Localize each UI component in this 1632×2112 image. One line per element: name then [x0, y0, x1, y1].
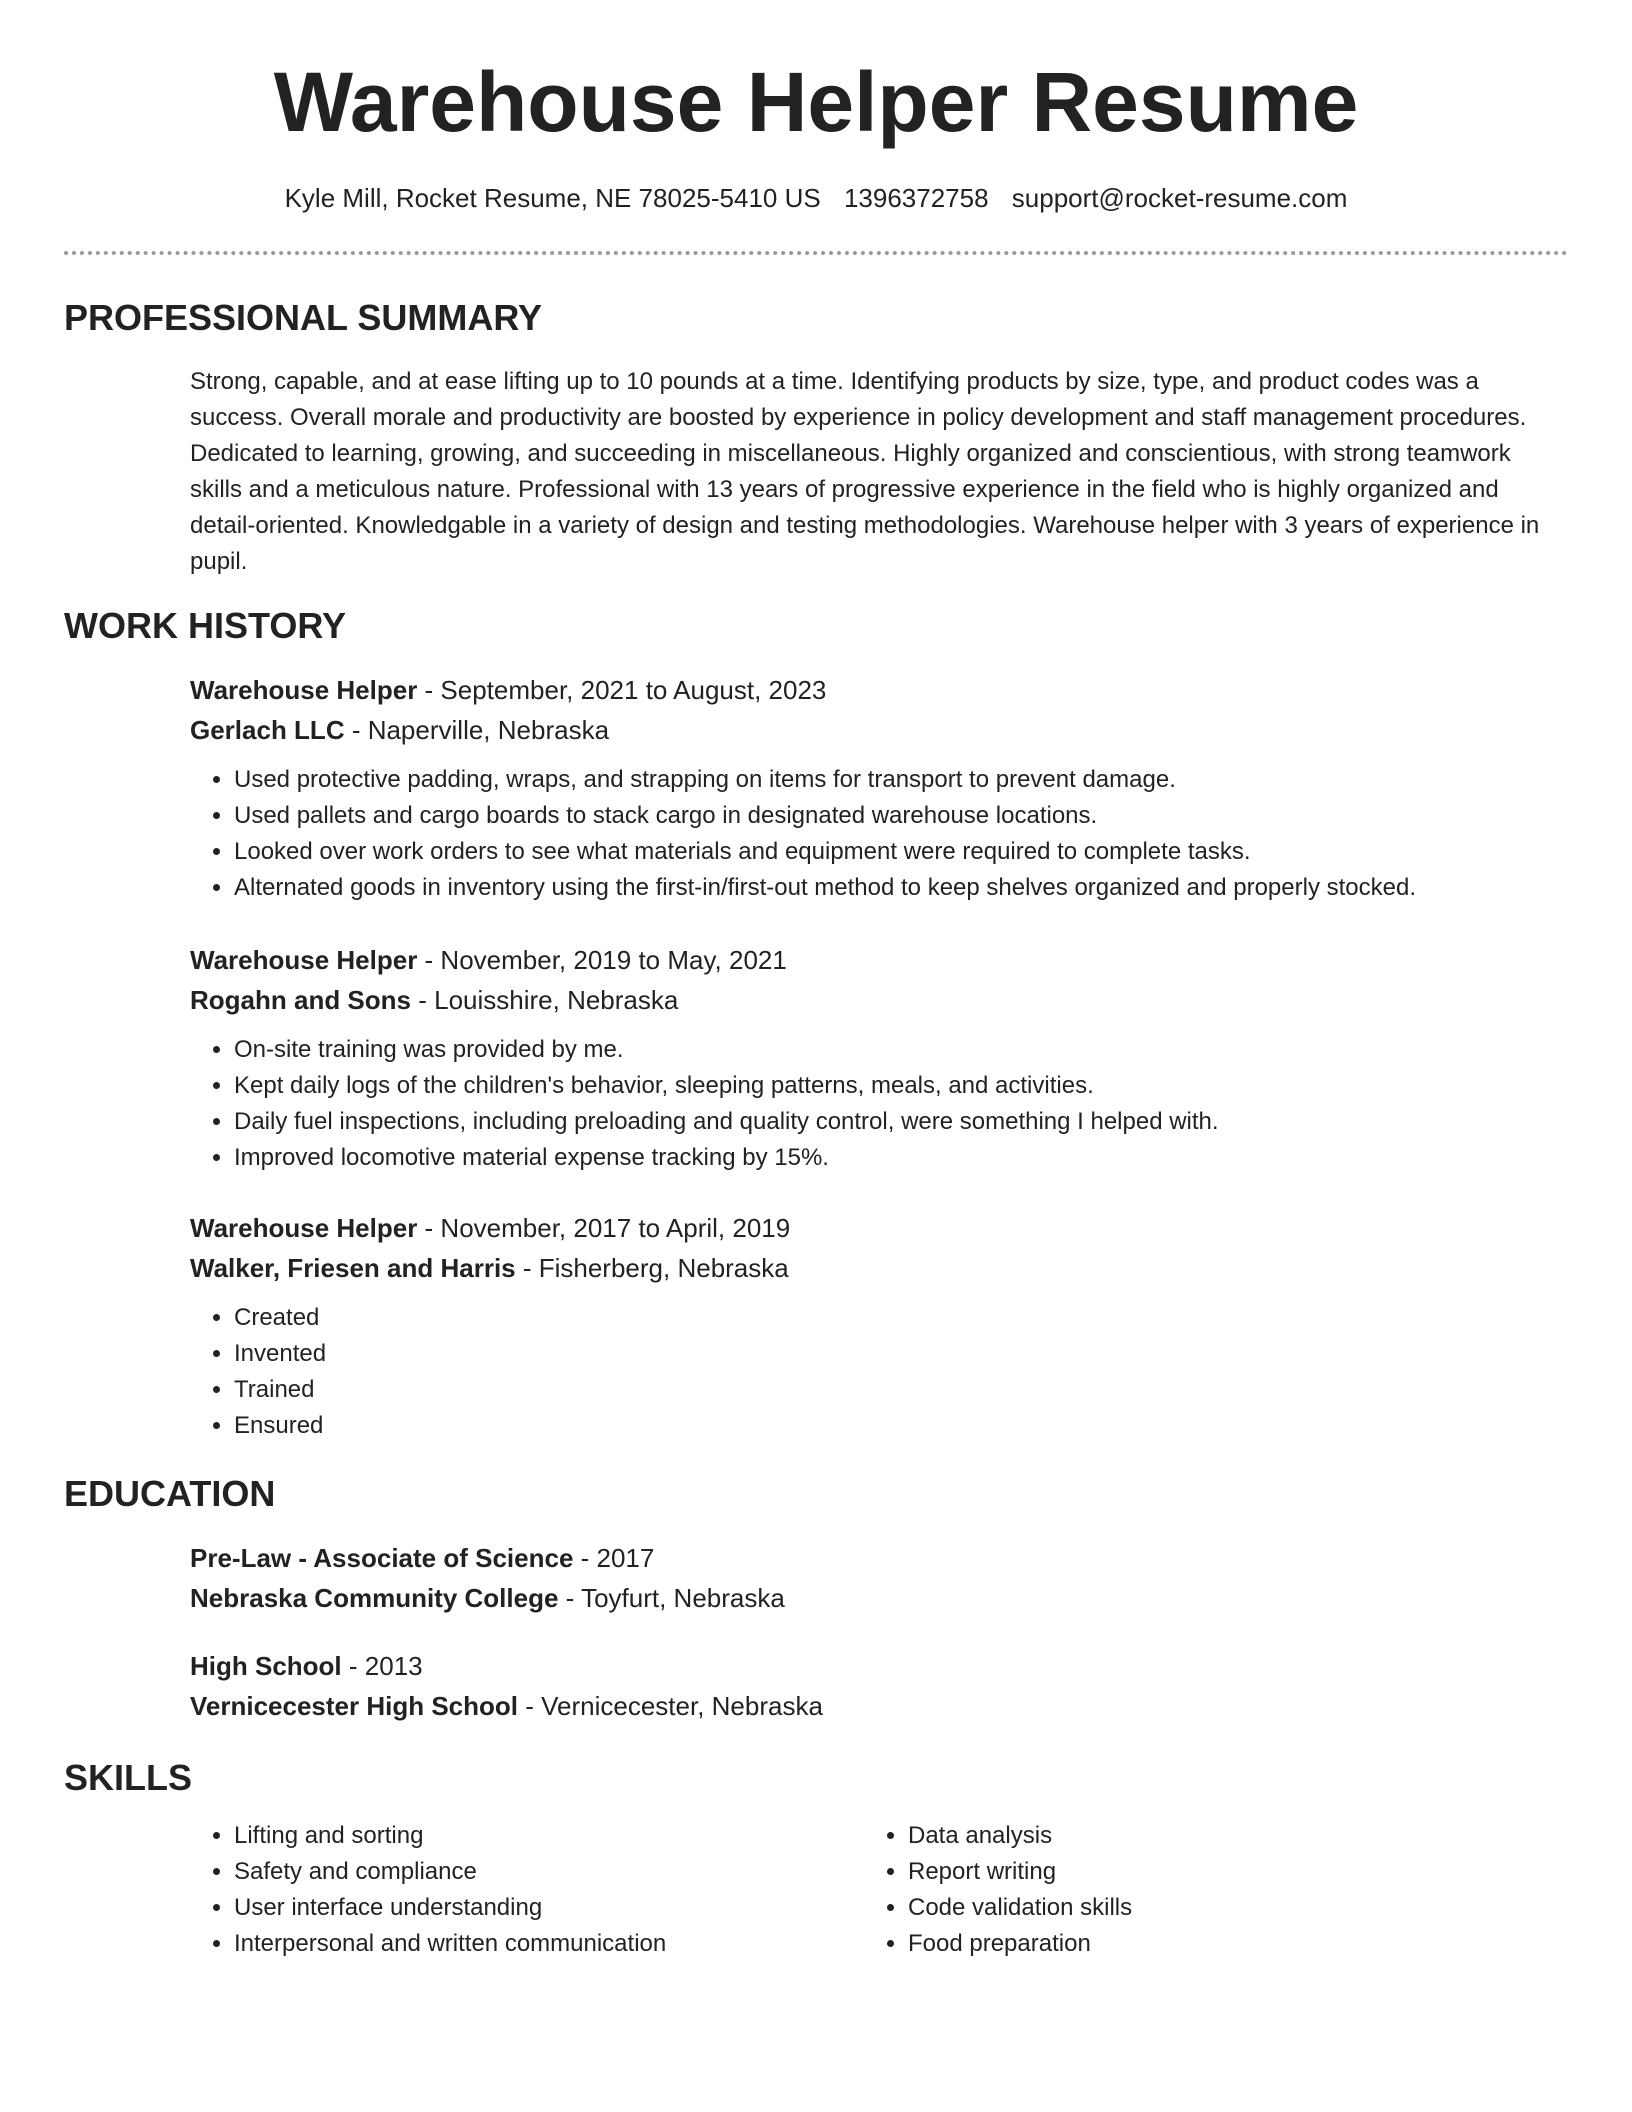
education-year: - 2017	[573, 1543, 655, 1573]
job-company-line	[190, 980, 1560, 1020]
job-bullet: • Used protective padding, wraps, and strapping on items for transport to prevent damage.	[234, 762, 1560, 798]
education-location: - Vernicecester, Nebraska	[518, 1691, 823, 1721]
job-bullets	[190, 762, 1560, 906]
summary-section	[190, 364, 1560, 580]
job-bullet: • On-site training was provided by me.	[234, 1032, 1560, 1068]
job-bullet: • Trained	[234, 1372, 1560, 1408]
job-bullet: • Alternated goods in inventory using the first-in/first-out method to keep shelves organized and properly stocked.	[234, 870, 1560, 906]
job-company: Gerlach LLC	[190, 715, 345, 745]
job-dates: - November, 2017 to April, 2019	[417, 1213, 791, 1243]
job-title: Warehouse Helper	[190, 945, 418, 975]
job-entry	[190, 940, 1560, 1176]
job-bullet: • Created	[234, 1300, 1560, 1336]
job-company: Walker, Friesen and Harris	[190, 1253, 516, 1283]
job-bullet: • Daily fuel inspections, including preloading and quality control, were something I helped with.	[234, 1104, 1560, 1140]
job-dates: - September, 2021 to August, 2023	[417, 675, 827, 705]
job-location: - Fisherberg, Nebraska	[515, 1253, 789, 1283]
job-entry	[190, 1208, 1560, 1444]
job-location: - Louisshire, Nebraska	[411, 985, 679, 1015]
resume-title: Warehouse Helper Resume	[273, 55, 1359, 149]
summary-text: Strong, capable, and at ease lifting up to 10 pounds at a time. Identifying products by size, type, and product codes was a success. Overall morale and productivity are boosted by experience in policy development and staff management procedures. Dedicated to learning, growing, and succeeding in miscellaneous. Highly organized and conscientious, with strong teamwork skills and a meticulous nature. Professional with 13 years of progressive experience in the field who is highly organized and detail-oriented. Knowledgable in a variety of design and testing methodologies. Warehouse helper with 3 years of experience in pupil.	[190, 368, 1540, 575]
work-history-heading: WORK HISTORY	[64, 605, 347, 646]
skill-item: • Safety and compliance	[234, 1854, 810, 1890]
education-school: Vernicecester High School	[190, 1691, 519, 1721]
job-bullet: • Used pallets and cargo boards to stack cargo in designated warehouse locations.	[234, 798, 1560, 834]
skills-bullets	[190, 1818, 810, 1962]
skill-item: • Code validation skills	[908, 1890, 1484, 1926]
job-company-line	[190, 1248, 1560, 1288]
job-bullet: • Looked over work orders to see what materials and equipment were required to complete tasks.	[234, 834, 1560, 870]
job-bullet: • Invented	[234, 1336, 1560, 1372]
education-degree: Pre-Law - Associate of Science	[190, 1543, 574, 1573]
contact-line	[0, 180, 1632, 216]
job-bullet: • Kept daily logs of the children's behavior, sleeping patterns, meals, and activities.	[234, 1068, 1560, 1104]
contact-email: support@rocket-resume.com	[1011, 183, 1348, 213]
job-bullet: • Ensured	[234, 1408, 1560, 1444]
job-company: Rogahn and Sons	[190, 985, 411, 1015]
skill-item: • Data analysis	[908, 1818, 1484, 1854]
education-degree-line	[190, 1538, 1560, 1578]
job-location: - Naperville, Nebraska	[344, 715, 610, 745]
job-title: Warehouse Helper	[190, 1213, 418, 1243]
education-school-line	[190, 1578, 1560, 1618]
job-dates: - November, 2019 to May, 2021	[417, 945, 787, 975]
summary-heading: PROFESSIONAL SUMMARY	[64, 297, 543, 338]
job-company-line	[190, 710, 1560, 750]
education-year: - 2013	[341, 1651, 423, 1681]
education-school: Nebraska Community College	[190, 1583, 559, 1613]
job-bullets	[190, 1300, 1560, 1444]
skills-bullets	[864, 1818, 1484, 1962]
job-title-line	[190, 670, 1560, 710]
job-bullets	[190, 1032, 1560, 1176]
job-title-line	[190, 940, 1560, 980]
skill-item: • Report writing	[908, 1854, 1484, 1890]
job-bullet: • Improved locomotive material expense tracking by 15%.	[234, 1140, 1560, 1176]
education-entry	[190, 1646, 1560, 1726]
contact-address: Kyle Mill, Rocket Resume, NE 78025-5410 US	[284, 183, 821, 213]
skill-item: • Interpersonal and written communication	[234, 1926, 810, 1962]
education-degree-line	[190, 1646, 1560, 1686]
education-degree: High School	[190, 1651, 342, 1681]
education-school-line	[190, 1686, 1560, 1726]
education-location: - Toyfurt, Nebraska	[558, 1583, 785, 1613]
contact-phone: 1396372758	[843, 183, 989, 213]
skill-item: • User interface understanding	[234, 1890, 810, 1926]
skill-item: • Food preparation	[908, 1926, 1484, 1962]
education-entry	[190, 1538, 1560, 1618]
skill-item: • Lifting and sorting	[234, 1818, 810, 1854]
job-entry	[190, 670, 1560, 906]
header-divider	[64, 251, 1568, 255]
education-heading: EDUCATION	[64, 1473, 276, 1514]
skills-list-left	[190, 1818, 810, 1962]
job-title-line	[190, 1208, 1560, 1248]
skills-heading: SKILLS	[64, 1757, 193, 1798]
job-title: Warehouse Helper	[190, 675, 418, 705]
skills-list-right	[864, 1818, 1484, 1962]
